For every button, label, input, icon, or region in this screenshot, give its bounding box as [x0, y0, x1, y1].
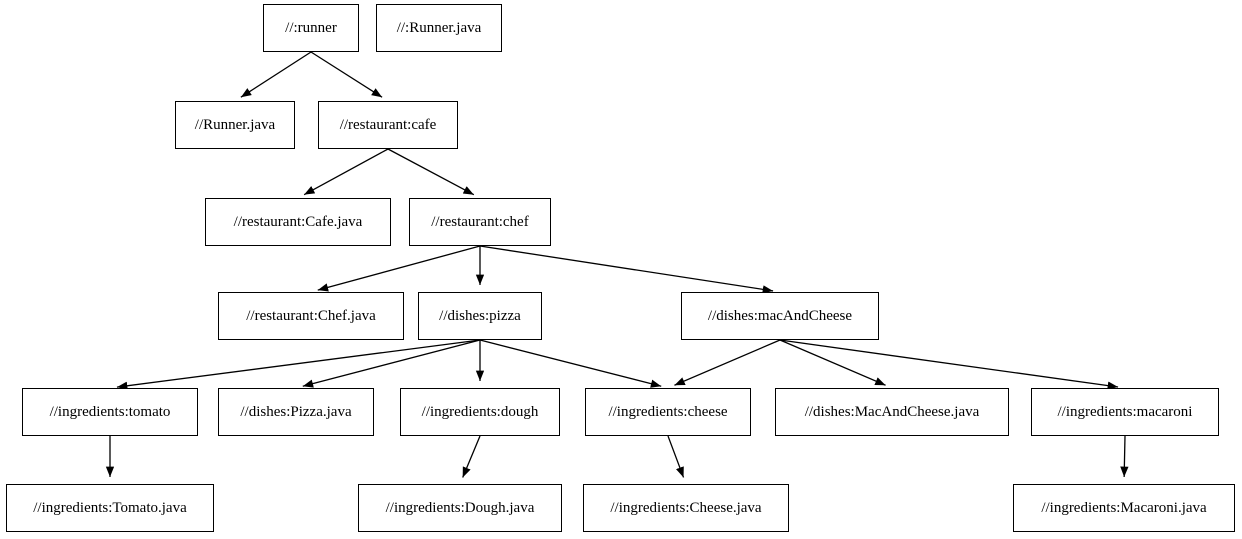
- graph-node-dishes_pizza[interactable]: [418, 292, 542, 340]
- graph-node-label: //dishes:MacAndCheese.java: [804, 403, 980, 420]
- graph-edge-dishes_mac-to-ing_cheese: [674, 340, 780, 385]
- graph-node-runner_java_root[interactable]: [376, 4, 502, 52]
- graph-node-label: //ingredients:tomato: [49, 403, 171, 420]
- graph-node-label: //ingredients:cheese: [608, 403, 728, 420]
- graph-node-ing_tomato[interactable]: [22, 388, 198, 436]
- graph-edge-restaurant_chef-to-chef_java: [318, 246, 480, 290]
- graph-edge-ing_dough-to-dough_java: [463, 436, 480, 478]
- graph-node-label: //restaurant:cafe: [339, 116, 437, 133]
- graph-node-cheese_java[interactable]: [583, 484, 789, 532]
- graph-node-restaurant_cafe[interactable]: [318, 101, 458, 149]
- graph-node-label: //ingredients:Cheese.java: [610, 499, 762, 516]
- graph-node-dishes_mac[interactable]: [681, 292, 879, 340]
- graph-edge-restaurant_cafe-to-cafe_java: [304, 149, 388, 195]
- graph-edge-dishes_mac-to-ing_macaroni: [780, 340, 1118, 387]
- graph-node-label: //dishes:pizza: [439, 307, 521, 324]
- graph-node-label: //restaurant:Cafe.java: [233, 213, 363, 230]
- graph-node-runner[interactable]: [263, 4, 359, 52]
- graph-node-label: //ingredients:Macaroni.java: [1041, 499, 1207, 516]
- graph-node-ing_macaroni[interactable]: [1031, 388, 1219, 436]
- graph-node-label: //Runner.java: [194, 116, 276, 133]
- graph-node-chef_java[interactable]: [218, 292, 404, 340]
- graph-node-label: //ingredients:dough: [421, 403, 539, 420]
- graph-edge-dishes_pizza-to-ing_tomato: [117, 340, 480, 387]
- graph-edge-runner-to-restaurant_cafe: [311, 52, 382, 97]
- graph-node-restaurant_chef[interactable]: [409, 198, 551, 246]
- graph-node-ing_dough[interactable]: [400, 388, 560, 436]
- graph-edge-dishes_pizza-to-ing_cheese: [480, 340, 661, 386]
- graph-node-tomato_java[interactable]: [6, 484, 214, 532]
- graph-edge-restaurant_cafe-to-restaurant_chef: [388, 149, 474, 195]
- graph-node-runner_java[interactable]: [175, 101, 295, 149]
- graph-node-label: //:runner: [285, 19, 337, 36]
- graph-edge-runner-to-runner_java: [241, 52, 311, 97]
- graph-node-ing_cheese[interactable]: [585, 388, 751, 436]
- graph-edge-restaurant_chef-to-dishes_mac: [480, 246, 773, 291]
- graph-node-label: //restaurant:chef: [431, 213, 529, 230]
- graph-edge-ing_macaroni-to-macaroni_java: [1124, 436, 1125, 477]
- graph-node-label: //dishes:Pizza.java: [240, 403, 352, 420]
- graph-edge-dishes_mac-to-mac_java: [780, 340, 886, 385]
- graph-node-mac_java[interactable]: [775, 388, 1009, 436]
- graph-node-pizza_java[interactable]: [218, 388, 374, 436]
- graph-edge-ing_cheese-to-cheese_java: [668, 436, 684, 477]
- graph-node-label: //restaurant:Chef.java: [246, 307, 376, 324]
- graph-edge-dishes_pizza-to-pizza_java: [303, 340, 480, 386]
- graph-node-label: //dishes:macAndCheese: [707, 307, 853, 324]
- graph-node-label: //ingredients:macaroni: [1057, 403, 1193, 420]
- graph-node-cafe_java[interactable]: [205, 198, 391, 246]
- graph-node-label: //:Runner.java: [396, 19, 482, 36]
- graph-node-dough_java[interactable]: [358, 484, 562, 532]
- graph-node-label: //ingredients:Tomato.java: [33, 499, 187, 516]
- graph-node-macaroni_java[interactable]: [1013, 484, 1235, 532]
- graph-node-label: //ingredients:Dough.java: [385, 499, 535, 516]
